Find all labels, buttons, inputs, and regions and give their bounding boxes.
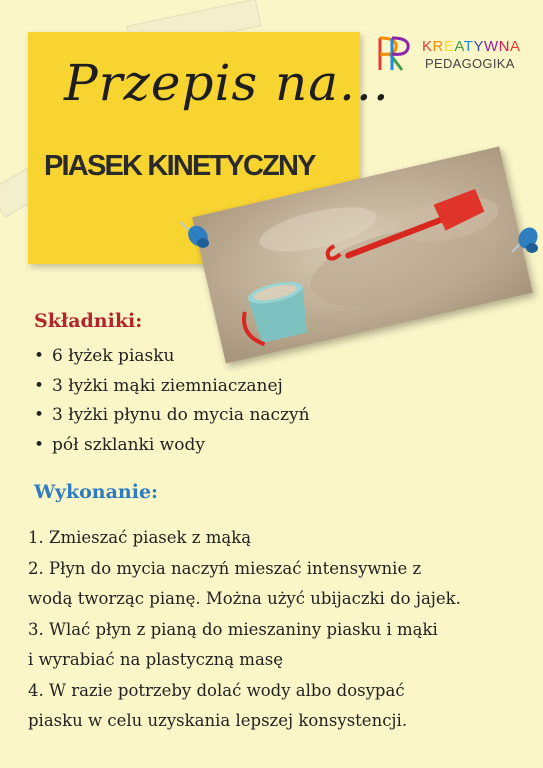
ingredients-title: Składniki:	[34, 310, 143, 332]
logo-letter: A	[509, 38, 521, 55]
logo-letter: R	[432, 38, 444, 55]
bullet-icon: •	[34, 405, 45, 425]
title-script: Przepis na...	[64, 54, 390, 112]
logo-letter: W	[483, 38, 499, 55]
logo	[372, 34, 532, 78]
list-item: • 6 łyżek piasku	[34, 346, 175, 366]
step-line: i wyrabiać na plastyczną masę	[28, 650, 284, 669]
list-item: • 3 łyżki mąki ziemniaczanej	[34, 375, 283, 396]
page-title: PIASEK KINETYCZNY	[44, 150, 315, 182]
logo-letter: A	[454, 38, 464, 55]
logo-text-pedagogika: PEDAGOGIKA	[425, 56, 515, 71]
logo-mark-icon	[372, 34, 416, 74]
step-line: 3. Wlać płyn z pianą do mieszaniny piasku i mąki	[28, 619, 438, 639]
step-line: 2. Płyn do mycia naczyń mieszać intensywnie z	[28, 558, 422, 578]
bullet-icon: •	[34, 346, 45, 366]
step-line: piasku w celu uzyskania lepszej konsystencji.	[28, 711, 408, 730]
list-item: • 3 łyżki płynu do mycia naczyń	[34, 405, 310, 425]
pushpin-left-icon	[176, 216, 212, 252]
step-line: 1. Zmieszać piasek z mąką	[28, 528, 252, 547]
pushpin-right-icon	[506, 222, 542, 258]
list-item: • pół szklanki wody	[34, 434, 205, 455]
bullet-icon: •	[34, 434, 45, 455]
logo-text-kreatywna	[422, 38, 521, 55]
instructions-title: Wykonanie:	[34, 481, 159, 503]
logo-letter: Y	[473, 38, 484, 55]
logo-letter: K	[422, 38, 433, 55]
ingredients-list	[34, 346, 310, 464]
instructions-steps	[28, 527, 461, 741]
bullet-icon: •	[34, 375, 45, 396]
step-line: 4. W razie potrzeby dolać wody albo dosypać	[28, 680, 405, 700]
step-line: wodą tworząc pianę. Można użyć ubijaczki do jajek.	[28, 589, 461, 608]
logo-letter: N	[498, 38, 510, 55]
logo-letter: E	[443, 38, 455, 55]
logo-letter: T	[463, 38, 474, 55]
